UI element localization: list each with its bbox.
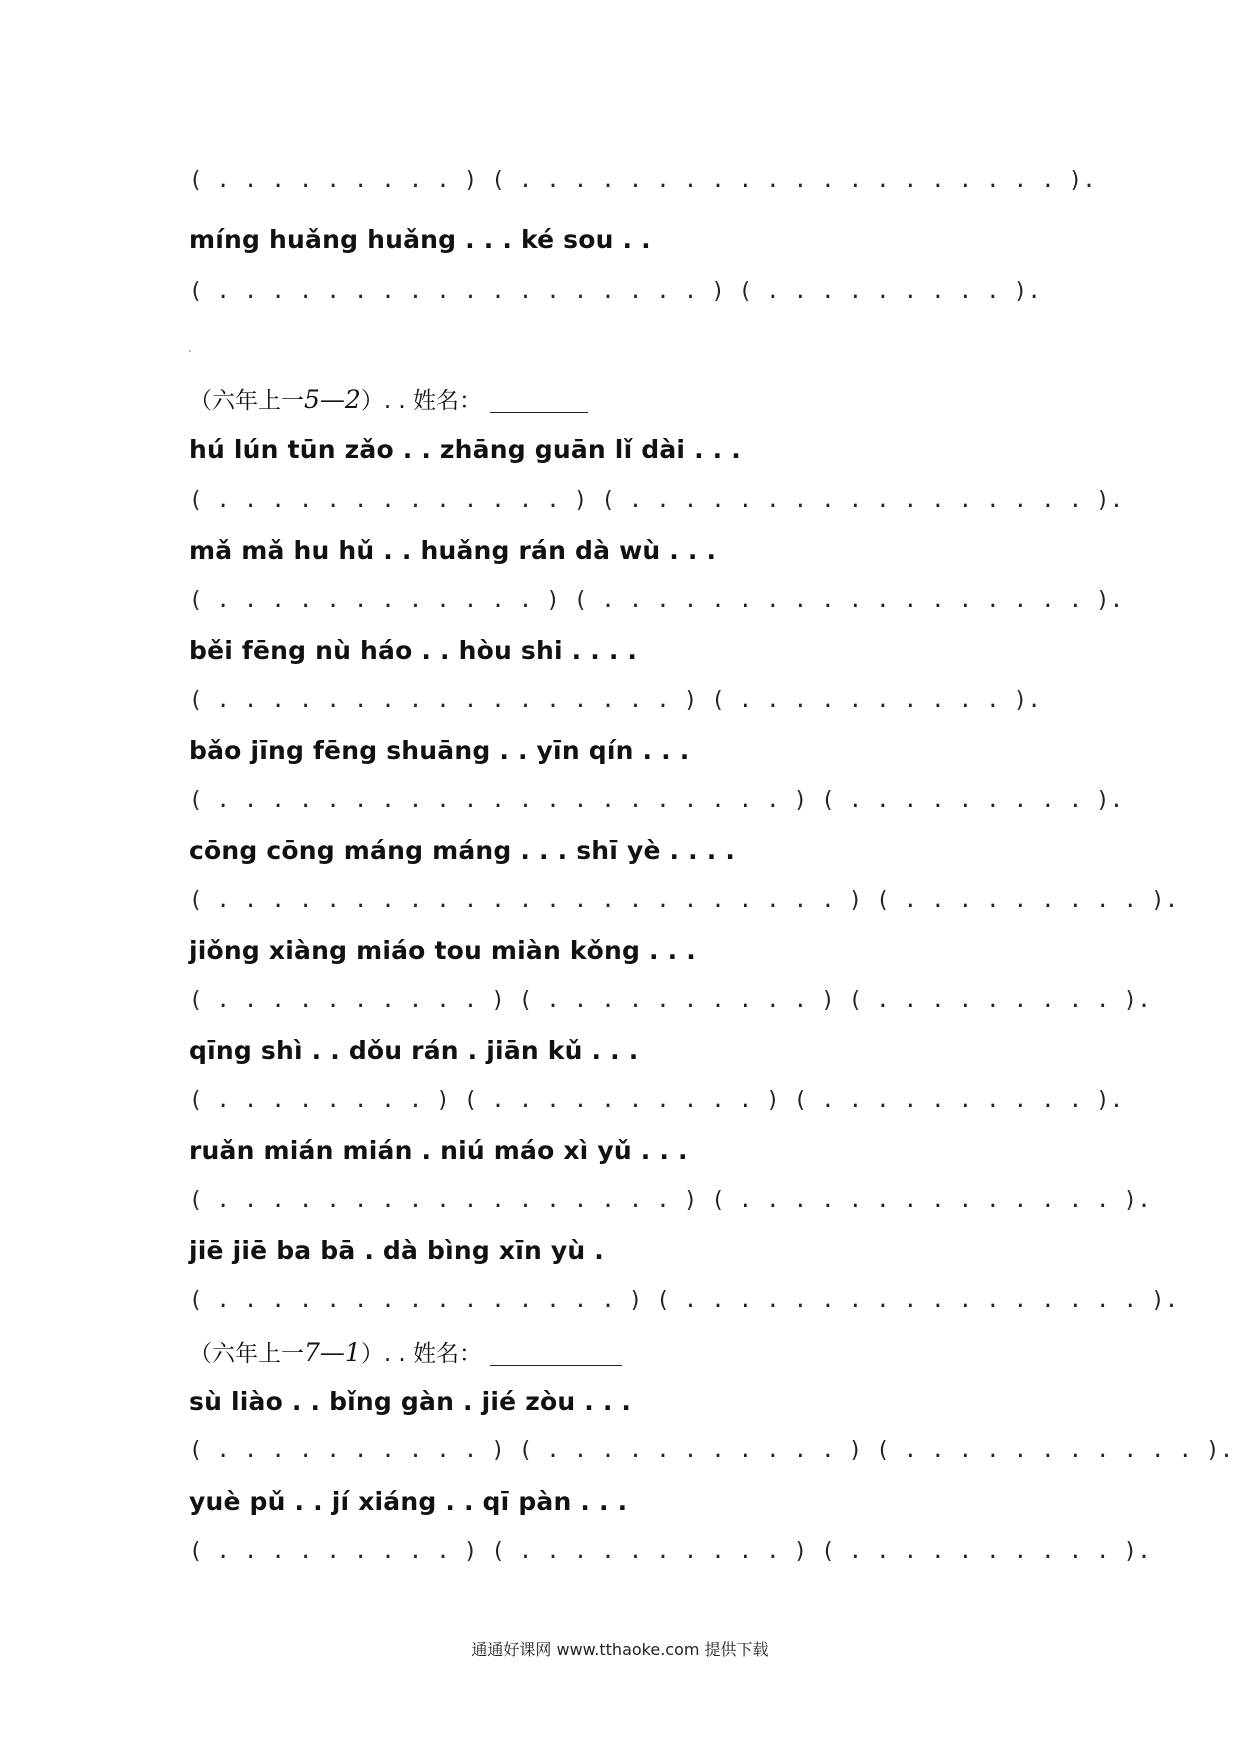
pinyin-row: běi fēng nù háo . . hòu shi . . . .	[189, 636, 638, 665]
answer-blanks-row[interactable]: ( . . . . . . . . . . . . . . . . . ) ( . . . . . . . . . . . . . . ).	[189, 1188, 1152, 1213]
pinyin-row: jiē jiē ba bā . dà bìng xīn yù .	[189, 1236, 604, 1265]
name-field[interactable]	[490, 1345, 622, 1366]
stray-mark	[189, 350, 191, 352]
answer-blanks-row[interactable]: ( . . . . . . . . . ) ( . . . . . . . . . . ) ( . . . . . . . . . . ).	[189, 1539, 1152, 1564]
answer-blanks-row[interactable]: ( . . . . . . . . . . . . . ) ( . . . . . . . . . . . . . . . . . ).	[189, 488, 1124, 513]
section-header-prefix: （六年上一	[189, 388, 304, 414]
answer-blanks-row[interactable]: ( . . . . . . . . . . . . . . . . . . ) ( . . . . . . . . . ).	[189, 279, 1042, 304]
section-header-prefix: （六年上一	[189, 1341, 304, 1367]
answer-blanks-row[interactable]: ( . . . . . . . . . ) ( . . . . . . . . . . . . . . . . . . . . ).	[189, 168, 1097, 193]
answer-blanks-row[interactable]: ( . . . . . . . . . . ) ( . . . . . . . . . . ) ( . . . . . . . . . ).	[189, 988, 1152, 1013]
pinyin-row: qīng shì . . dǒu rán . jiān kǔ . . .	[189, 1036, 639, 1065]
name-label: ）. . 姓名：	[360, 1341, 483, 1367]
footer-source-note: 通通好课网 www.tthaoke.com 提供下载	[471, 1640, 769, 1659]
pinyin-row: cōng cōng máng máng . . . shī yè . . . .	[189, 836, 736, 865]
pinyin-row: sù liào . . bǐng gàn . jié zòu . . .	[189, 1387, 632, 1416]
pinyin-row: hú lún tūn zǎo . . zhāng guān lǐ dài . . .	[189, 435, 741, 464]
pinyin-row: ruǎn mián mián . niú máo xì yǔ . . .	[189, 1136, 688, 1165]
section-header-5-2	[189, 387, 588, 413]
name-label: ）. . 姓名：	[360, 388, 483, 414]
pinyin-row: míng huǎng huǎng . . . ké sou . .	[189, 225, 651, 254]
pinyin-row: jiǒng xiàng miáo tou miàn kǒng . . .	[189, 936, 696, 965]
section-code: 7—1	[304, 1338, 361, 1367]
pinyin-row: mǎ mǎ hu hǔ . . huǎng rán dà wù . . .	[189, 536, 717, 565]
answer-blanks-row[interactable]: ( . . . . . . . . . . ) ( . . . . . . . . . . . ) ( . . . . . . . . . . . ).	[189, 1438, 1234, 1463]
section-header-7-1	[189, 1340, 622, 1366]
answer-blanks-row[interactable]: ( . . . . . . . . . . . . . . . . . ) ( . . . . . . . . . . ).	[189, 688, 1042, 713]
answer-blanks-row[interactable]: ( . . . . . . . . . . . . ) ( . . . . . . . . . . . . . . . . . . ).	[189, 588, 1124, 613]
answer-blanks-row[interactable]: ( . . . . . . . . ) ( . . . . . . . . . . ) ( . . . . . . . . . . ).	[189, 1088, 1124, 1113]
answer-blanks-row[interactable]: ( . . . . . . . . . . . . . . . . . . . . . . . ) ( . . . . . . . . . ).	[189, 888, 1179, 913]
pinyin-row: yuè pǔ . . jí xiáng . . qī pàn . . .	[189, 1487, 628, 1516]
pinyin-row: bǎo jīng fēng shuāng . . yīn qín . . .	[189, 736, 690, 765]
name-field[interactable]	[490, 392, 588, 413]
section-code: 5—2	[304, 385, 361, 414]
answer-blanks-row[interactable]: ( . . . . . . . . . . . . . . . ) ( . . . . . . . . . . . . . . . . . ).	[189, 1288, 1179, 1313]
answer-blanks-row[interactable]: ( . . . . . . . . . . . . . . . . . . . . . ) ( . . . . . . . . . ).	[189, 788, 1124, 813]
